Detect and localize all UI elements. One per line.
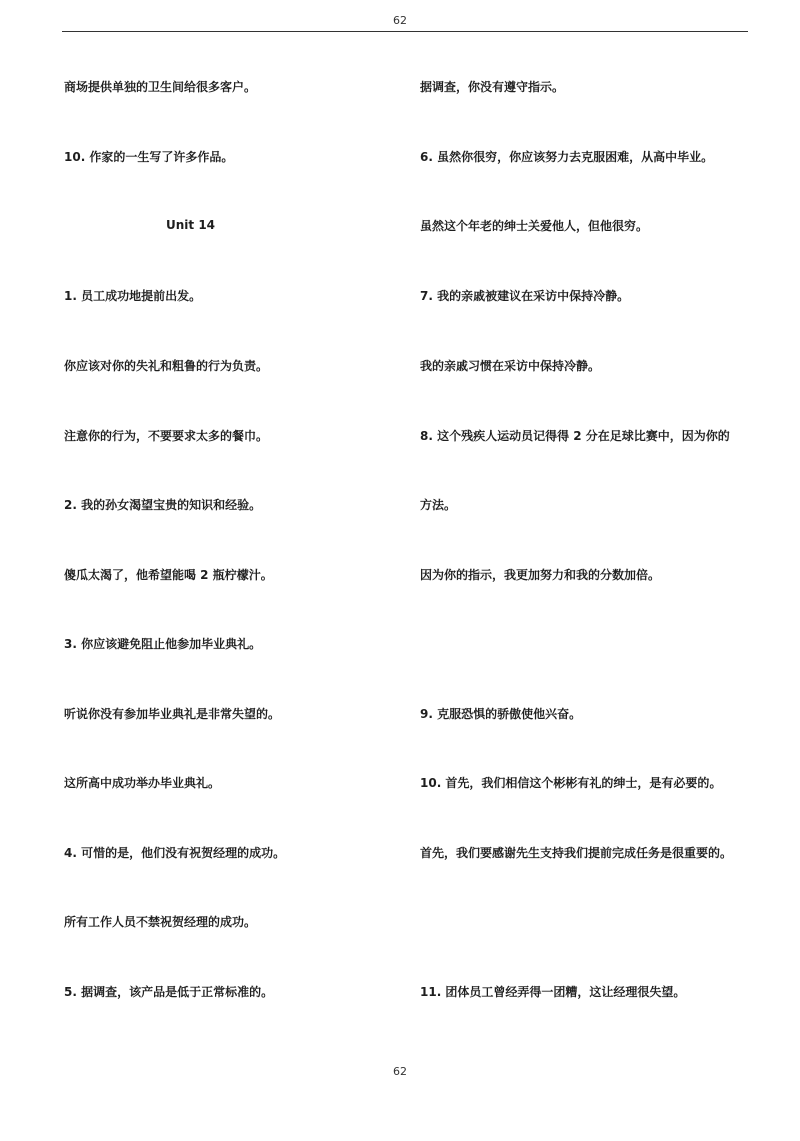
left-line-13: 5. 据调查，该产品是低于正常标准的。: [64, 985, 274, 999]
right-line-5: 我的亲戚习惯在采访中保持冷静。: [420, 359, 601, 373]
right-line-9: 9. 克服恐惧的骄傲使他兴奋。: [420, 707, 582, 721]
left-line-10: 这所高中成功举办毕业典礼。: [64, 776, 221, 790]
footer-page-number: 62: [393, 1065, 407, 1078]
right-line-8: 因为你的指示，我更加努力和我的分数加倍。: [420, 568, 661, 582]
header-page-number: 62: [393, 14, 407, 27]
left-line-1: 商场提供单独的卫生间给很多客户。: [64, 80, 257, 94]
left-line-3: 1. 员工成功地提前出发。: [64, 289, 202, 303]
right-line-12: 11. 团体员工曾经弄得一团糟，这让经理很失望。: [420, 985, 686, 999]
right-line-4: 7. 我的亲戚被建议在采访中保持冷静。: [420, 289, 630, 303]
left-line-11: 4. 可惜的是，他们没有祝贺经理的成功。: [64, 846, 286, 860]
left-line-7: 傻瓜太渴了，他希望能喝 2 瓶柠檬汁。: [64, 568, 273, 582]
right-line-10: 10. 首先，我们相信这个彬彬有礼的绅士，是有必要的。: [420, 776, 722, 790]
unit-heading: Unit 14: [166, 218, 216, 232]
left-line-9: 听说你没有参加毕业典礼是非常失望的。: [64, 707, 281, 721]
right-line-2: 6. 虽然你很穷，你应该努力去克服困难，从高中毕业。: [420, 150, 714, 164]
right-line-1: 据调查，你没有遵守指示。: [420, 80, 565, 94]
right-line-3: 虽然这个年老的绅士关爱他人，但他很穷。: [420, 219, 649, 233]
right-line-7: 方法。: [420, 498, 457, 512]
header-divider: [62, 31, 748, 32]
left-line-4: 你应该对你的失礼和粗鲁的行为负责。: [64, 359, 269, 373]
left-line-2: 10. 作家的一生写了许多作品。: [64, 150, 234, 164]
right-line-11: 首先，我们要感谢先生支持我们提前完成任务是很重要的。: [420, 846, 733, 860]
left-line-6: 2. 我的孙女渴望宝贵的知识和经验。: [64, 498, 262, 512]
left-line-8: 3. 你应该避免阻止他参加毕业典礼。: [64, 637, 262, 651]
right-line-6: 8. 这个残疾人运动员记得得 2 分在足球比赛中，因为你的: [420, 429, 730, 443]
left-line-12: 所有工作人员不禁祝贺经理的成功。: [64, 915, 257, 929]
left-line-5: 注意你的行为，不要要求太多的餐巾。: [64, 429, 269, 443]
